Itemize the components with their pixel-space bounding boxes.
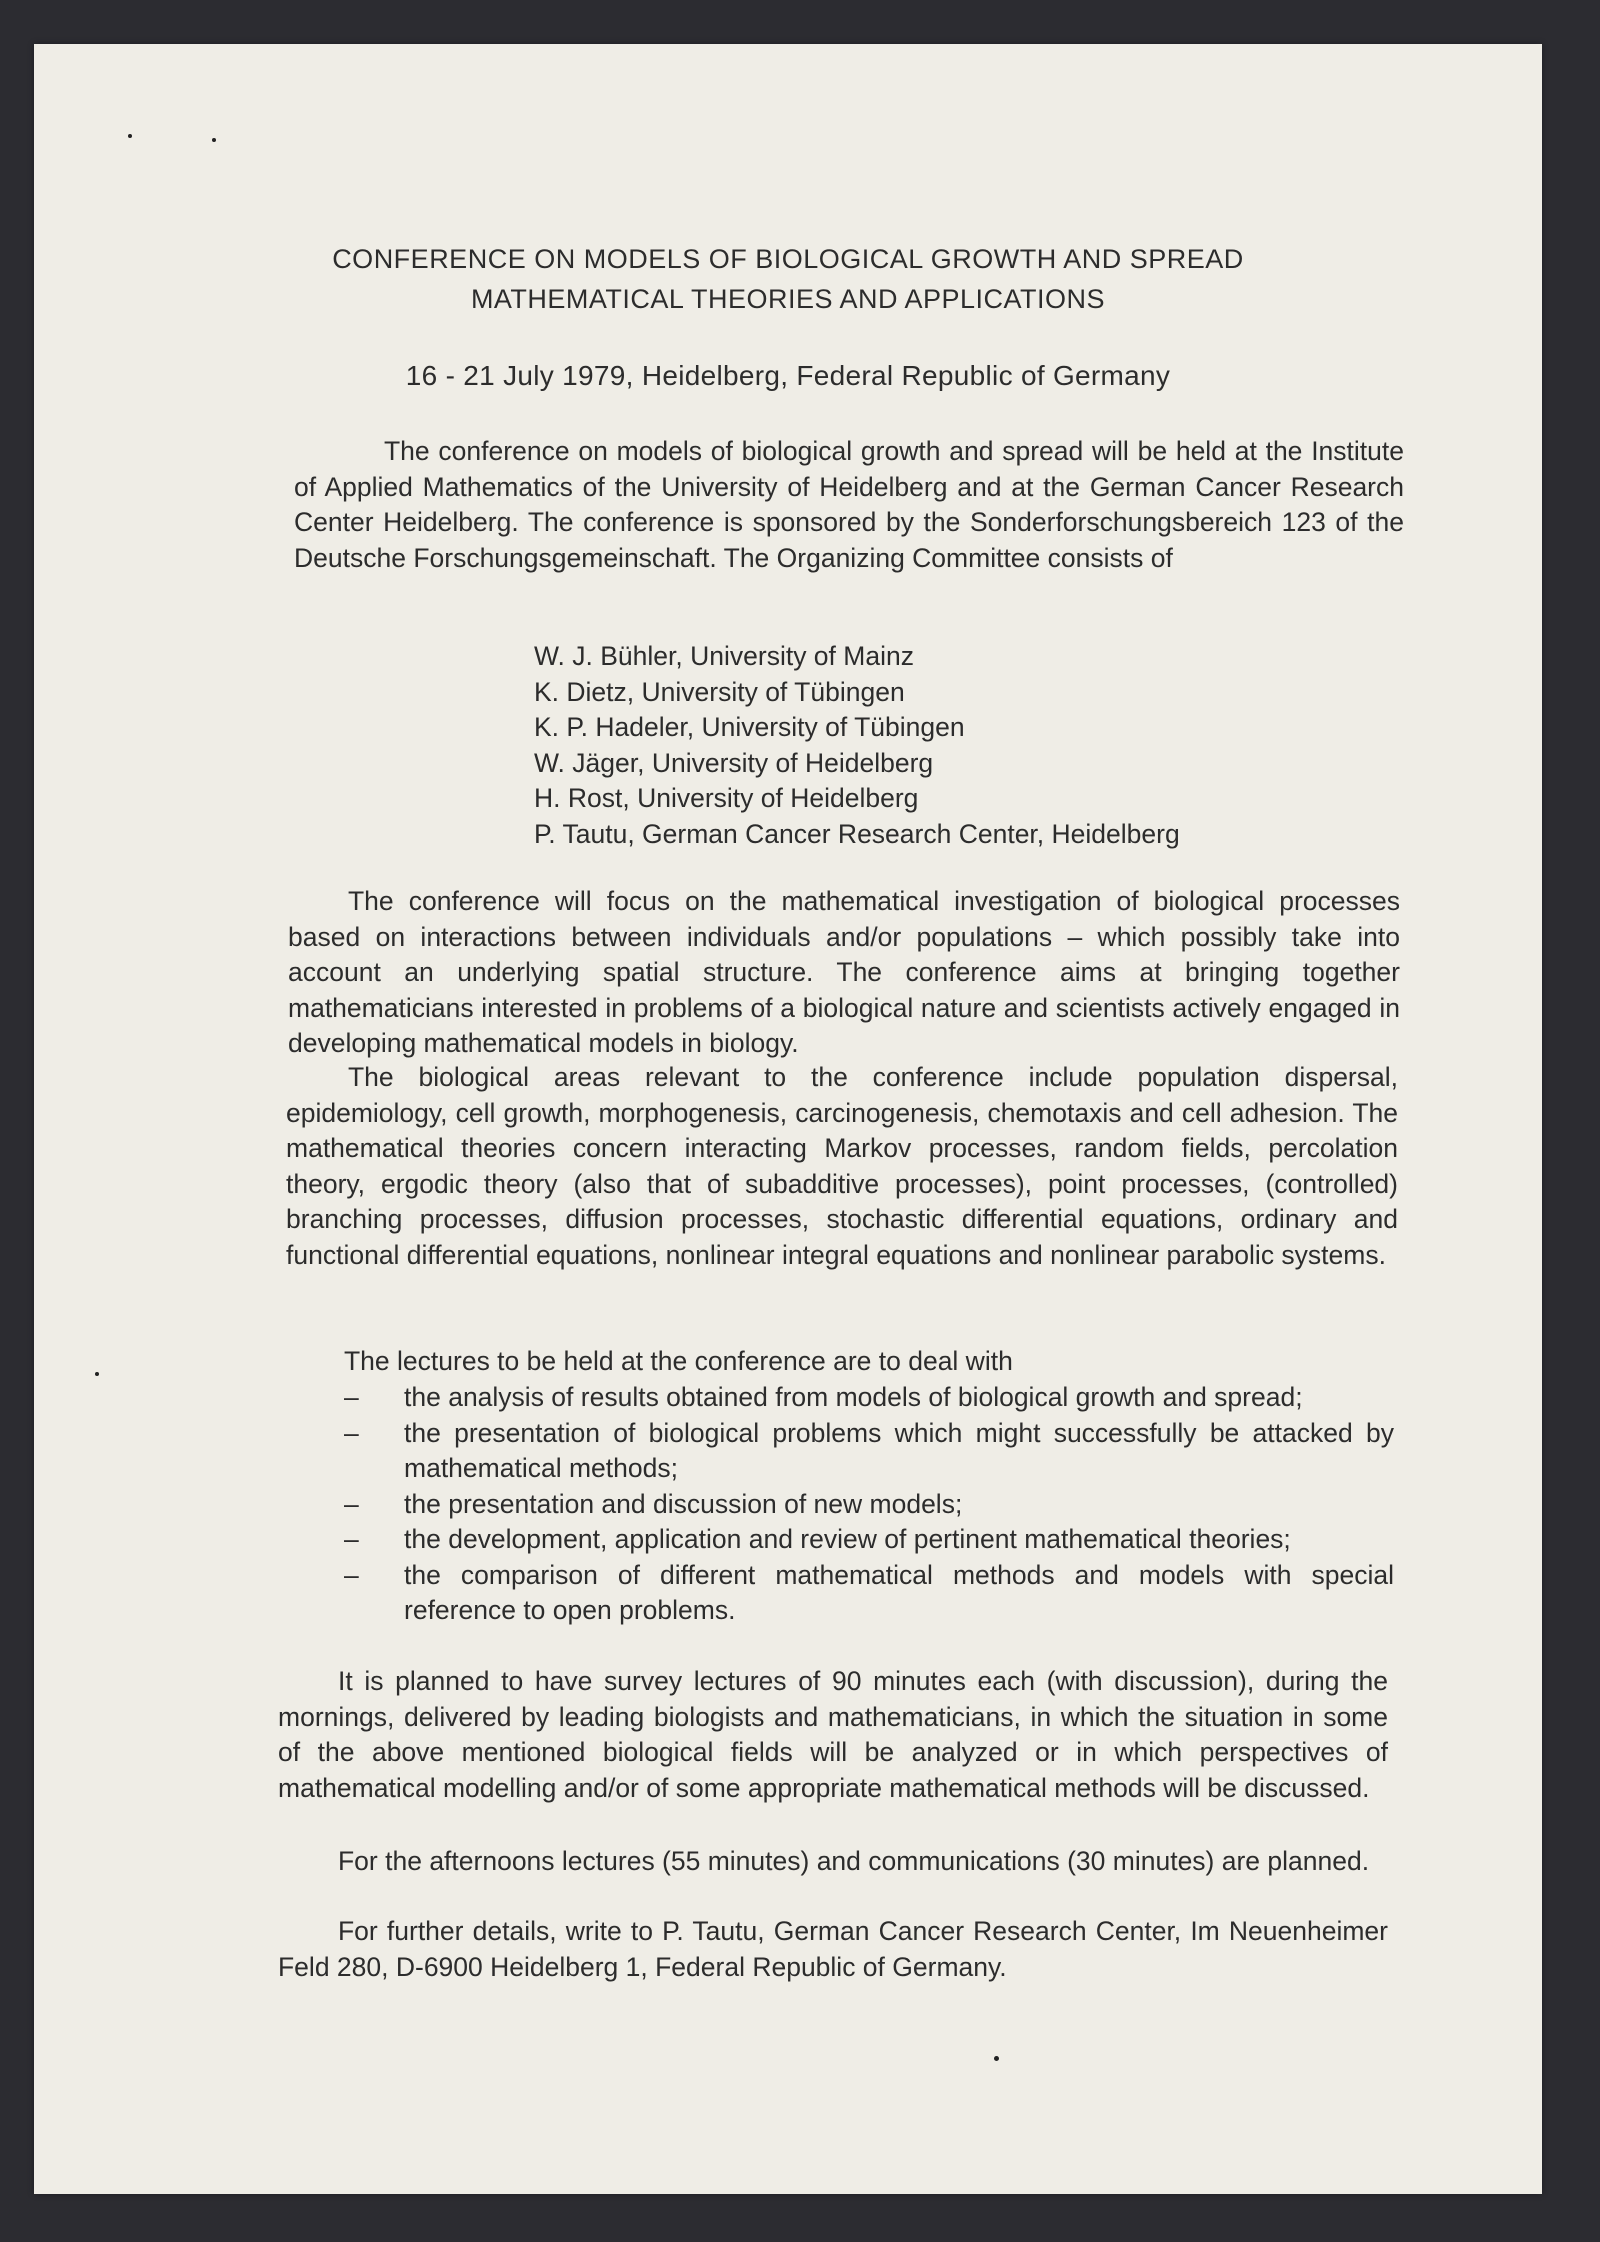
intro-paragraph: The conference on models of biological growth and spread will be held at the Institute of Applied Mathematics of the University of Heidelberg and at the German Cancer Research Center Heidelberg. The conference is sponsored by the Sonderforschungsbereich 123 of the Deutsche Forschungsgemeinschaft. The Organizing Committee consists of: [294, 436, 1404, 573]
organizing-committee-list: [534, 639, 1334, 852]
list-item: [334, 1487, 1394, 1523]
list-item: [334, 1558, 1394, 1629]
list-item-text: the comparison of different mathematical methods and models with special reference to open problems.: [404, 1559, 1394, 1625]
list-item: [334, 1380, 1394, 1416]
scan-speck: [128, 134, 132, 138]
afternoons-paragraph: For the afternoons lectures (55 minutes) and communications (30 minutes) are planned.: [338, 1846, 1370, 1876]
committee-member: K. P. Hadeler, University of Tübingen: [534, 712, 965, 742]
date-location: 16 - 21 July 1979, Heidelberg, Federal Republic of Germany: [405, 360, 1171, 391]
scan-speck: [95, 1372, 99, 1376]
list-item: [334, 1522, 1394, 1558]
areas-paragraph: The biological areas relevant to the conference include population dispersal, epidemiology, cell growth, morphogenesis, carcinogenesis, chemotaxis and cell adhesion. The mathematical theories concern interacting Markov processes, random fields, percolation theory, ergodic theory (also that of subadditive processes), point processes, (controlled) branching processes, diffusion processes, stochastic differential equations, ordinary and functional differential equations, nonlinear integral equations and nonlinear parabolic systems.: [286, 1062, 1398, 1270]
committee-member: P. Tautu, German Cancer Research Center, Heidelberg: [534, 818, 1180, 849]
list-item-text: the presentation of biological problems which might successfully be attacked by mathematical methods;: [404, 1417, 1394, 1483]
list-item-text: the development, application and review of pertinent mathematical theories;: [404, 1524, 1291, 1554]
list-item: [334, 1416, 1394, 1487]
focus-paragraph: The conference will focus on the mathematical investigation of biological processes based on interactions between individuals and/or populations – which possibly take into account an underlying spatial structure. The conference aims at bringing together mathematicians interested in problems of a biological nature and scientists actively engaged in developing mathematical models in biology.: [288, 886, 1400, 1058]
committee-member: H. Rost, University of Heidelberg: [534, 783, 919, 813]
bullet-dash: –: [344, 1488, 359, 1519]
bullet-dash: –: [344, 1559, 359, 1590]
contact-paragraph: For further details, write to P. Tautu, German Cancer Research Center, Im Neuenheimer Feld 280, D-6900 Heidelberg 1, Federal Republic of Germany.: [278, 1916, 1388, 1982]
bullet-dash: –: [344, 1524, 359, 1554]
conference-subtitle: MATHEMATICAL THEORIES AND APPLICATIONS: [470, 284, 1106, 314]
scan-speck: [994, 2056, 999, 2061]
document-content: [34, 44, 1542, 2194]
list-item-text: the presentation and discussion of new models;: [404, 1488, 963, 1519]
committee-member: K. Dietz, University of Tübingen: [534, 676, 905, 707]
scan-speck: [212, 138, 216, 142]
lecture-topics-list: [334, 1380, 1394, 1629]
conference-title: CONFERENCE ON MODELS OF BIOLOGICAL GROWTH AND SPREAD: [332, 244, 1244, 274]
lectures-intro: The lectures to be held at the conference are to deal with: [344, 1346, 1013, 1376]
committee-member: W. J. Bühler, University of Mainz: [534, 641, 914, 671]
bullet-dash: –: [344, 1382, 359, 1412]
survey-paragraph: It is planned to have survey lectures of 90 minutes each (with discussion), during the mornings, delivered by leading biologists and mathematicians, in which the situation in some of the above mentioned biological fields will be analyzed or in which perspectives of mathematical modelling and/or of some appropriate mathematical methods will be discussed.: [278, 1666, 1388, 1803]
committee-member: W. Jäger, University of Heidelberg: [534, 747, 934, 778]
list-item-text: the analysis of results obtained from models of biological growth and spread;: [404, 1382, 1303, 1412]
bullet-dash: –: [344, 1417, 359, 1448]
